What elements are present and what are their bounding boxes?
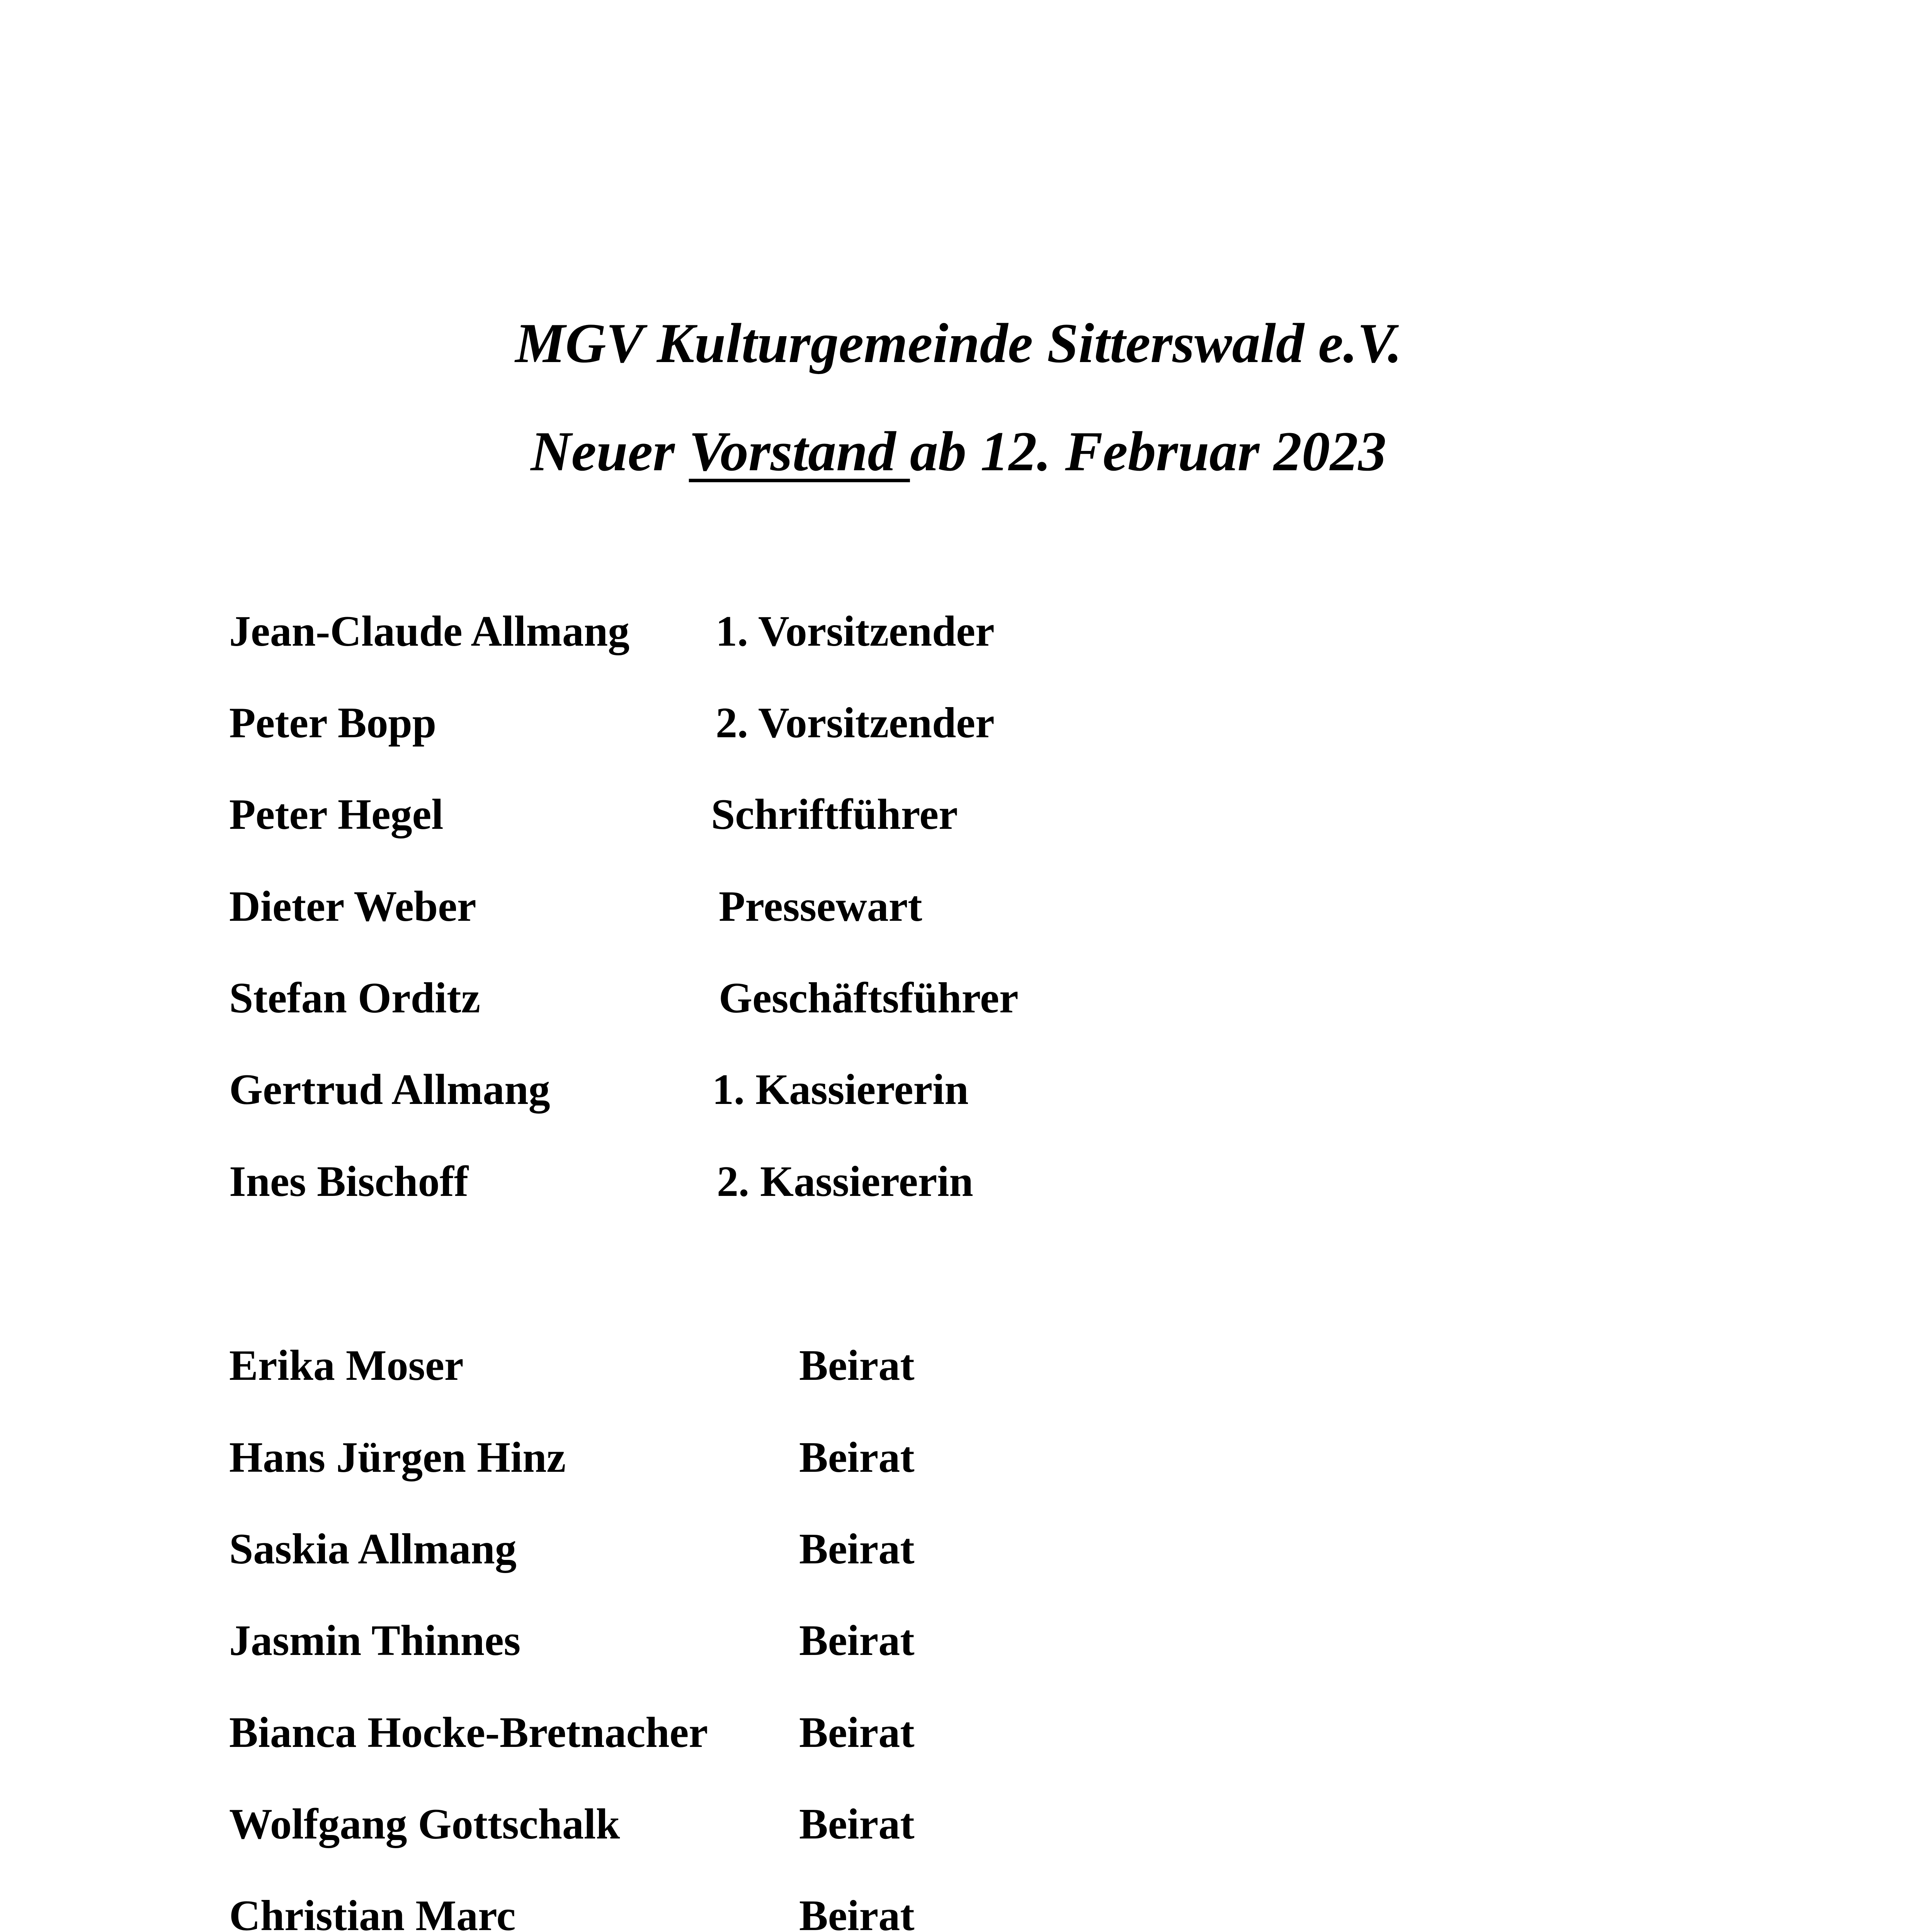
beirat-name: Bianca Hocke-Bretnacher [229,1709,708,1757]
subtitle-date: ab 12. Februar 2023 [910,420,1386,483]
vorstand-role: Geschäftsführer [719,974,1019,1022]
vorstand-name: Peter Bopp [229,699,437,747]
beirat-name: Erika Moser [229,1342,464,1389]
vorstand-role: 1. Vorsitzender [716,607,995,655]
vorstand-role: Schriftführer [711,791,958,838]
vorstand-name: Gertrud Allmang [229,1066,550,1114]
vorstand-name: Ines Bischoff [229,1158,469,1206]
beirat-role: Beirat [799,1892,915,1932]
subtitle-prefix: Neuer [531,420,689,483]
beirat-role: Beirat [799,1434,915,1481]
vorstand-role: 1. Kassiererin [712,1066,969,1114]
beirat-name: Wolfgang Gottschalk [229,1800,620,1848]
document-title: MGV Kulturgemeinde Sitterswald e.V. [515,312,1402,374]
beirat-name: Christian Marc [229,1892,516,1932]
document-subtitle [0,420,1917,483]
beirat-role: Beirat [799,1617,915,1665]
beirat-name: Saskia Allmang [229,1525,517,1573]
beirat-role: Beirat [799,1525,915,1573]
subtitle-underlined-word: Vorstand [689,420,910,483]
vorstand-name: Dieter Weber [229,883,476,930]
vorstand-name: Jean-Claude Allmang [229,607,630,655]
beirat-role: Beirat [799,1342,915,1389]
vorstand-name: Peter Hegel [229,791,444,838]
beirat-name: Jasmin Thinnes [229,1617,521,1665]
vorstand-role: 2. Kassiererin [717,1158,973,1206]
vorstand-role: 2. Vorsitzender [716,699,995,747]
beirat-role: Beirat [799,1709,915,1757]
beirat-role: Beirat [799,1800,915,1848]
vorstand-role: Pressewart [719,883,922,930]
vorstand-name: Stefan Orditz [229,974,481,1022]
beirat-name: Hans Jürgen Hinz [229,1434,566,1481]
